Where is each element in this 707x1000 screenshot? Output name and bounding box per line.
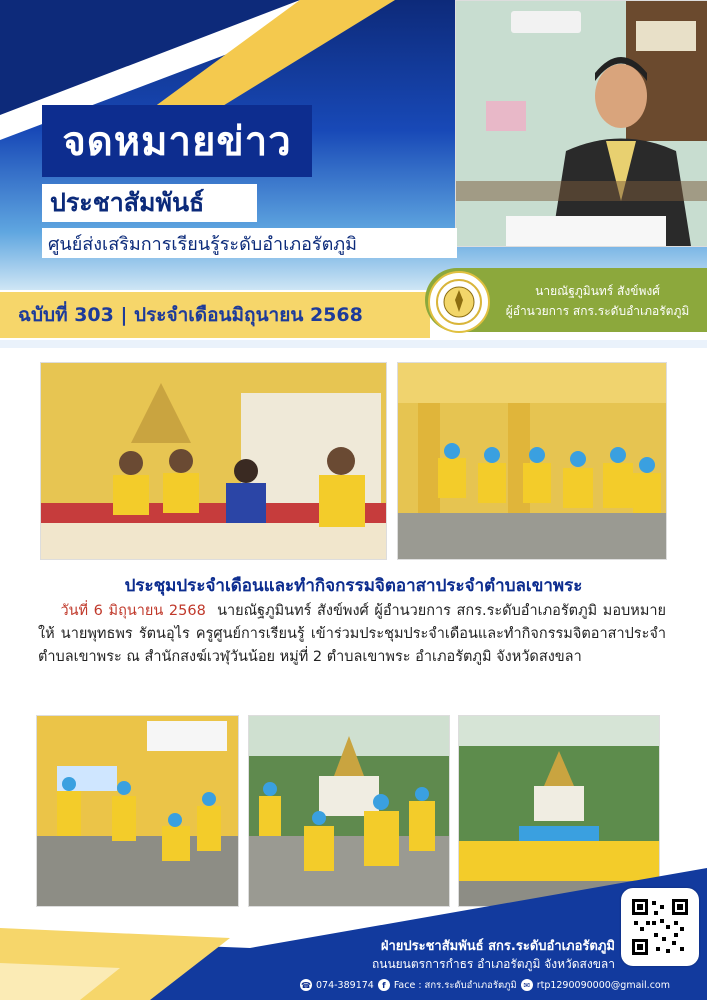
footer-email: rtp1290090000@gmail.com (536, 979, 670, 991)
footer-phone: 074-389174 (316, 979, 374, 991)
newsletter-title: จดหมายข่าว (42, 105, 312, 177)
meeting-photo-2 (397, 362, 667, 560)
article-date: วันที่ 6 มิถุนายน 2568 (60, 603, 206, 619)
footer-department: ฝ่ายประชาสัมพันธ์ สกร.ระดับอำเภอรัตภูมิ (380, 939, 615, 954)
email-icon: ✉ (521, 979, 533, 991)
section-divider (0, 340, 707, 348)
article-text: นายณัฐภูมินทร์ สังข์พงศ์ ผู้อำนวยการ สกร.ระดับอำเภอรัตภูมิ มอบหมายให้ นายพุทธพร รัตนอุไร ครูศูนย์การเรียนรู้ เข้าร่วมประชุมประจำเดือนและทำกิจกรรมจิตอาสาประจำตำบลเขาพระ ณ สำนักสงฆ์เวฬุวันน้อย หมู่ที่ 2 ตำบลเขาพระ อำเภอรัตภูมิ จังหวัดสงขลา (38, 603, 667, 665)
director-name: นายณัฐภูมินทร์ สังข์พงศ์ (535, 284, 660, 298)
issue-banner: ฉบับที่ 303 | ประจำเดือนมิถุนายน 2568 (0, 292, 430, 338)
footer-address: ถนนยนตรการกำธร อำเภอรัตภูมิ จังหวัดสงขลา (371, 957, 615, 971)
organization-name: ศูนย์ส่งเสริมการเรียนรู้ระดับอำเภอรัตภูมิ (42, 228, 457, 258)
seal-icon (428, 271, 490, 333)
qr-code-icon[interactable] (621, 888, 699, 966)
article-body (38, 600, 666, 669)
meeting-photo-1 (40, 362, 387, 560)
director-photo (455, 0, 707, 247)
article-headline: ประชุมประจำเดือนและทำกิจกรรมจิตอาสาประจำตำบลเขาพระ (124, 576, 583, 596)
newsletter-subtitle: ประชาสัมพันธ์ (42, 184, 257, 222)
footer-contact (300, 977, 707, 993)
phone-icon: ☎ (301, 980, 311, 990)
facebook-icon: f (378, 979, 390, 991)
footer-facebook: Face : สกร.ระดับอำเภอรัตภูมิ (393, 979, 517, 991)
director-title: ผู้อำนวยการ สกร.ระดับอำเภอรัตภูมิ (505, 304, 690, 318)
